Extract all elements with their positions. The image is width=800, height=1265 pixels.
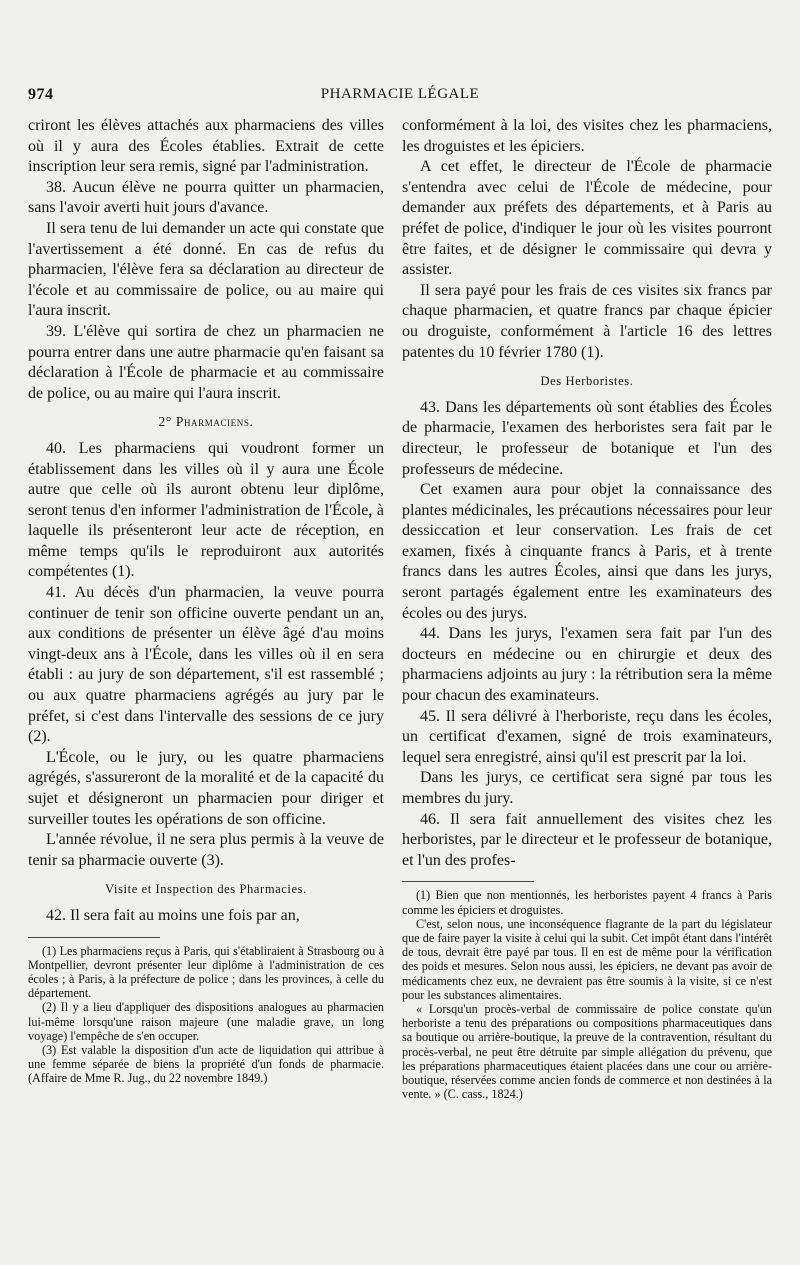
running-title: PHARMACIE LÉGALE: [320, 86, 480, 102]
footnote: (1) Les pharmaciens reçus à Paris, qui s'établiraient à Strasbourg ou à Montpellier, devront présenter leur diplôme à l'administration de ces écoles ; à Paris, à la préfecture de police ; dans les provinces, à celle du département.: [28, 943, 384, 1001]
paragraph: conformément à la loi, des visites chez les pharmaciens, les droguistes et les épiciers.: [402, 117, 772, 155]
paragraph: 39. L'élève qui sortira de chez un pharmacien ne pourra entrer dans une autre pharmacie qu'en faisant sa déclaration à l'École de pharmacie et au commissaire de police, ou au maire qui l'aura inscrit.: [28, 322, 384, 402]
paragraph: 38. Aucun élève ne pourra quitter un pharmacien, sans l'avoir averti huit jours d'avance.: [28, 178, 384, 217]
paragraph: L'année révolue, il ne sera plus permis à la veuve de tenir sa pharmacie ouverte (3).: [28, 831, 384, 869]
footnote: (1) Bien que non mentionnés, les herboristes payent 4 francs à Paris comme les épiciers et droguistes.: [402, 888, 772, 917]
paragraph: Il sera payé pour les frais de ces visites six francs par chaque pharmacien, et quatre francs par chaque épicier ou droguiste, conformément à l'article 16 des lettres patentes du 10 février 1780 (1).: [402, 281, 772, 361]
paragraph: 43. Dans les départements où sont établies des Écoles de pharmacie, l'examen des herboristes sera fait par le directeur, le professeur de botanique et l'un des professeurs de médecine.: [402, 398, 772, 478]
paragraph: Il sera tenu de lui demander un acte qui constate que l'avertissement a été donné. En cas de refus du pharmacien, l'élève fera sa déclaration au directeur de l'école et au commissaire de police, ou au maire qui l'aura inscrit.: [28, 219, 384, 320]
right-column: [402, 116, 772, 1101]
footnote: (3) Est valable la disposition d'un acte de liquidation qui attribue à une femme séparée de biens la propriété d'un fonds de pharmacie. (Affaire de Mme R. Jug., du 22 novembre 1849.): [28, 1042, 384, 1086]
footnote-divider: [402, 881, 534, 882]
left-column: [28, 116, 384, 1086]
paragraph: A cet effet, le directeur de l'École de pharmacie s'entendra avec celui de l'École de médecine, pour demander aux préfets des départements, et à Paris au préfet de police, d'indiquer le jour où les visites pourront être faites, et de désigner le commissaire qui devra y assister.: [402, 158, 772, 279]
page-number: 974: [28, 86, 54, 103]
section-heading: 2° Pharmaciens.: [158, 414, 254, 430]
footnotes: [28, 944, 384, 1086]
footnote-divider: [28, 937, 160, 938]
footnote: « Lorsqu'un procès-verbal de commissaire de police constate qu'un herboriste a tenu des préparations ou compositions pharmaceutiques dans sa boutique ou arrière-boutique, la preuve de la contravention, résultant du procès-verbal, ne peut être détruite par simple allégation du prévenu, que les préparations pharmaceutiques étaient placées dans une cour ou arrière-boutique, réservées comme ancien fonds de commerce et non destinées à la vente. » (C. cass., 1824.): [402, 1002, 772, 1102]
paragraph: L'École, ou le jury, ou les quatre pharmaciens agrégés, s'assureront de la moralité et de la capacité du sujet et désigneront un pharmacien pour diriger et surveiller toutes les opérations de son officine.: [28, 748, 384, 828]
paragraph: 41. Au décès d'un pharmacien, la veuve pourra continuer de tenir son officine ouverte pendant un an, aux conditions de présenter un élève âgé d'au moins vingt-deux ans à l'École, dans les villes où il en sera établi : au jury de son département, s'il est rassemblé ; ou aux quatre pharmaciens agrégés au jury par le préfet, si c'est dans l'intervalle des sessions de ce jury (2).: [28, 584, 384, 746]
footnote: (2) Il y a lieu d'appliquer des dispositions analogues au pharmacien lui-même lorsqu'une raison majeure (une maladie grave, un long voyage) l'empêche de s'en occuper.: [28, 1000, 384, 1043]
paragraph: Dans les jurys, ce certificat sera signé par tous les membres du jury.: [402, 769, 772, 807]
section-heading: Des Herboristes.: [540, 374, 634, 389]
paragraph: 40. Les pharmaciens qui voudront former un établissement dans les villes où il y aura une École autre que celle où ils auront obtenu leur diplôme, seront tenus d'en informer l'administration de l'École, à laquelle ils présenteront leur acte de réception, en même temps qu'ils le reproduiront aux autorités compétentes (1).: [28, 439, 384, 581]
page-header: [28, 86, 772, 110]
paragraph: 44. Dans les jurys, l'examen sera fait par l'un des docteurs en médecine ou en chirurgie et deux des pharmaciens adjoints au jury : la rétribution sera la même pour chacun des examinateurs.: [402, 625, 772, 705]
paragraph: 46. Il sera fait annuellement des visites chez les herboristes, par le directeur et le professeur de botanique, et l'un des profes-: [402, 810, 772, 869]
paragraph: Cet examen aura pour objet la connaissance des plantes médicinales, les précautions nécessaires pour leur dessiccation et leur conservation. Les frais de cet examen, fixés à cinquante francs à Paris, et à trente francs dans les autres Écoles, ainsi que dans les jurys, seront partagés également entre les examinateurs des écoles ou des jurys.: [402, 481, 772, 622]
paragraph: criront les élèves attachés aux pharmaciens des villes où il y aura des Écoles établies. Extrait de cette inscription leur sera remis, signé par l'administration.: [28, 117, 384, 176]
section-heading: Visite et Inspection des Pharmacies.: [105, 882, 307, 897]
footnote: C'est, selon nous, une inconséquence flagrante de la part du législateur que de faire payer la visite à celui qui la subit. Cet impôt étant dans l'intérêt de tous, devrait être payé par tous. Il en est de même pour la vérification des poids et mesures. Selon nous aussi, les épiciers, ne devant pas avoir de médicaments chez eux, ne devraient pas être soumis à la visite, si ce n'est pour les substances alimentaires.: [402, 916, 772, 1002]
paragraph: 45. Il sera délivré à l'herboriste, reçu dans les écoles, un certificat d'examen, signé de trois examinateurs, lequel sera enregistré, ainsi qu'il est prescrit par la loi.: [402, 707, 772, 766]
footnotes: [402, 888, 772, 1101]
paragraph: 42. Il sera fait au moins une fois par an,: [46, 906, 300, 924]
